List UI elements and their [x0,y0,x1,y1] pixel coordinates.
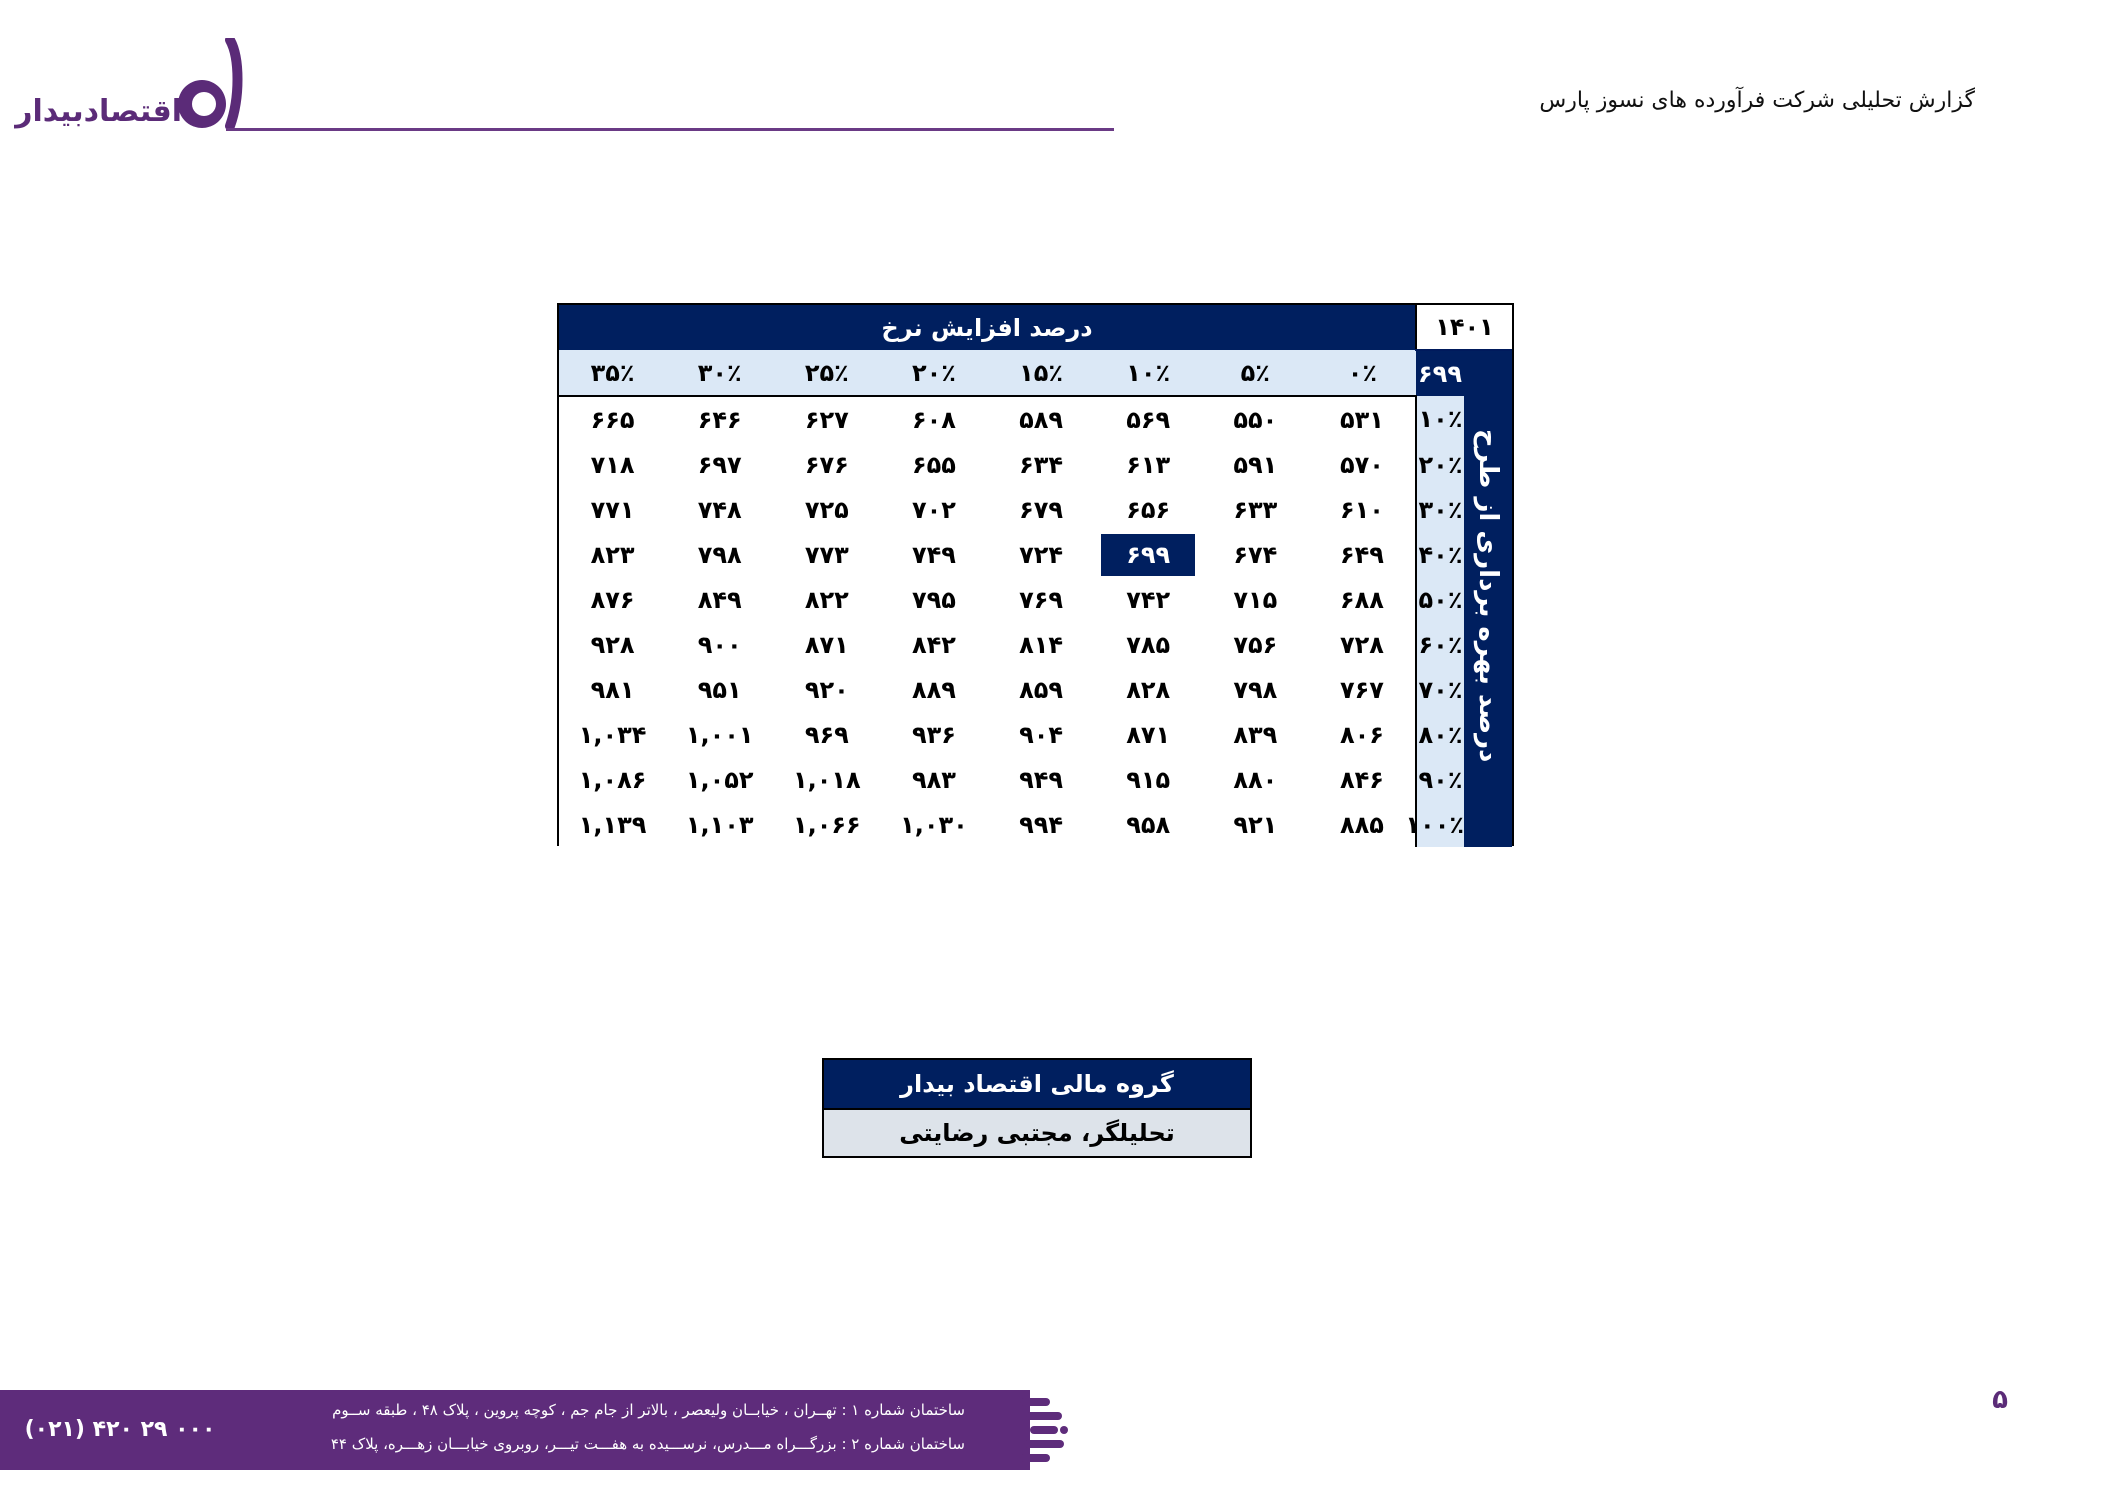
col-header: ۲۰٪ [880,350,987,396]
table-cell: ۶۳۴ [988,442,1095,487]
table-cell: ۱,۰۳۴ [559,712,666,757]
table-cell: ۶۴۶ [666,396,773,442]
table-cell: ۹۶۹ [773,712,880,757]
table-cell: ۹۰۰ [666,622,773,667]
row-header: ۷۰٪ [1416,667,1464,712]
table-cell: ۷۲۴ [988,532,1095,577]
table-cell: ۱,۱۰۳ [666,802,773,847]
row-header: ۵۰٪ [1416,577,1464,622]
table-cell: ۹۵۱ [666,667,773,712]
table-row [559,487,1512,532]
table-cell: ۶۰۸ [880,396,987,442]
analyst-name: تحلیلگر، مجتبی رضایتی [824,1110,1250,1156]
table-cell: ۶۵۶ [1095,487,1202,532]
table-cell: ۶۵۵ [880,442,987,487]
table-cell: ۷۴۹ [880,532,987,577]
row-header: ۱۰۰٪ [1416,802,1464,847]
table-cell: ۸۷۱ [1095,712,1202,757]
table-cell: ۸۱۴ [988,622,1095,667]
table-cell: ۸۲۲ [773,577,880,622]
table-cell: ۸۷۶ [559,577,666,622]
col-header: ۱۰٪ [1095,350,1202,396]
table-cell: ۹۳۶ [880,712,987,757]
table-cell: ۸۳۹ [1202,712,1309,757]
table-cell: ۵۵۰ [1202,396,1309,442]
row-header: ۸۰٪ [1416,712,1464,757]
table-cell: ۷۱۵ [1202,577,1309,622]
table-cell: ۷۲۵ [773,487,880,532]
table-cell: ۸۴۹ [666,577,773,622]
table-cell: ۸۸۵ [1309,802,1416,847]
logo-text: اقتصادبیدار [15,94,182,129]
table-cell: ۸۲۳ [559,532,666,577]
table-cell: ۹۸۱ [559,667,666,712]
table-row [559,712,1512,757]
table-row [559,532,1512,577]
table-cell: ۹۵۸ [1095,802,1202,847]
table-cell: ۱,۰۵۲ [666,757,773,802]
table-year: ۱۴۰۱ [1416,305,1512,350]
table-cell: ۶۶۵ [559,396,666,442]
table-cell: ۷۴۸ [666,487,773,532]
row-header: ۹۰٪ [1416,757,1464,802]
table-row [559,622,1512,667]
table-cell: ۷۶۷ [1309,667,1416,712]
sensitivity-table [557,303,1514,846]
table-cell: ۱,۰۳۰ [880,802,987,847]
table-cell: ۷۷۳ [773,532,880,577]
footer-phone: (۰۲۱) ۴۲۰ ۲۹ ۰۰۰ [24,1417,216,1442]
analyst-box [822,1058,1252,1158]
table-cell: ۹۲۱ [1202,802,1309,847]
row-header: ۶۰٪ [1416,622,1464,667]
table-cell: ۶۳۳ [1202,487,1309,532]
col-header: ۳۰٪ [666,350,773,396]
table-cell: ۷۷۱ [559,487,666,532]
table-cell: ۱,۰۸۶ [559,757,666,802]
table-cell: ۹۰۴ [988,712,1095,757]
table-cell: ۸۴۶ [1309,757,1416,802]
table-cell: ۹۲۸ [559,622,666,667]
table-cell: ۶۱۳ [1095,442,1202,487]
table-cell: ۷۸۵ [1095,622,1202,667]
table-cell: ۷۶۹ [988,577,1095,622]
table-cell: ۷۰۲ [880,487,987,532]
table-cell: ۶۷۴ [1202,532,1309,577]
table-cell: ۷۱۸ [559,442,666,487]
table-cell: ۸۵۹ [988,667,1095,712]
row-group-title: درصد بهره برداری از طرح [1473,429,1503,763]
header-divider [226,128,1114,131]
col-group-title: درصد افزایش نرخ [559,305,1416,350]
table-row [559,757,1512,802]
table-cell: ۵۶۹ [1095,396,1202,442]
table-cell: ۵۸۹ [988,396,1095,442]
table-cell: ۸۴۲ [880,622,987,667]
row-header: ۴۰٪ [1416,532,1464,577]
table-cell: ۷۲۸ [1309,622,1416,667]
analyst-group: گروه مالی اقتصاد بیدار [824,1060,1250,1110]
table-cell: ۱,۰۶۶ [773,802,880,847]
table-cell: ۹۸۳ [880,757,987,802]
table-cell: ۸۸۹ [880,667,987,712]
footer-address-2: ساختمان شماره ۲ : بزرگـــراه مـــدرس، نرســـیده به هفـــت تیـــر، روبروی خیابـــان زهـــره، پلاک ۴۴ [330,1435,965,1453]
table-cell: ۹۲۰ [773,667,880,712]
table-row [559,667,1512,712]
table-cell: ۷۹۸ [1202,667,1309,712]
row-header: ۳۰٪ [1416,487,1464,532]
base-value: ۶۹۹ [1416,350,1464,396]
table-cell: ۶۷۹ [988,487,1095,532]
table-cell: ۸۸۰ [1202,757,1309,802]
col-header: ۲۵٪ [773,350,880,396]
report-title: گزارش تحلیلی شرکت فرآورده های نسوز پارس [1539,88,1975,113]
table-row [559,577,1512,622]
table-cell: ۸۰۶ [1309,712,1416,757]
table-cell: ۸۲۸ [1095,667,1202,712]
table-cell: ۱,۱۳۹ [559,802,666,847]
table-cell: ۶۱۰ [1309,487,1416,532]
table-cell: ۷۹۵ [880,577,987,622]
table-cell: ۸۷۱ [773,622,880,667]
table-cell: ۱,۰۰۱ [666,712,773,757]
table-cell: ۱,۰۱۸ [773,757,880,802]
footer-wave-icon [1000,1390,1070,1470]
col-header: ۱۵٪ [988,350,1095,396]
table-cell: ۵۹۱ [1202,442,1309,487]
table-cell: ۷۵۶ [1202,622,1309,667]
table-cell: ۹۴۹ [988,757,1095,802]
row-group-title-cell [1464,350,1512,847]
table-cell: ۹۹۴ [988,802,1095,847]
table-cell: ۶۷۶ [773,442,880,487]
table-cell: ۹۱۵ [1095,757,1202,802]
col-header: ۳۵٪ [559,350,666,396]
row-header: ۱۰٪ [1416,396,1464,442]
table-cell: ۶۹۷ [666,442,773,487]
table-cell: ۵۷۰ [1309,442,1416,487]
table-cell: ۶۸۸ [1309,577,1416,622]
footer-address-1: ساختمان شماره ۱ : تهــران ، خیابــان ولیعصر ، بالاتر از جام جم ، کوچه پروین ، پلاک ۴۸ ، طبقه ســوم [332,1401,965,1419]
table-row [559,396,1512,442]
table-cell: ۷۴۲ [1095,577,1202,622]
table-row [559,442,1512,487]
page-number: ۵ [1992,1385,2008,1415]
col-header: ۵٪ [1202,350,1309,396]
highlighted-cell [1095,532,1202,577]
row-header: ۲۰٪ [1416,442,1464,487]
table-cell: ۷۹۸ [666,532,773,577]
table-cell: ۶۲۷ [773,396,880,442]
table-cell: ۵۳۱ [1309,396,1416,442]
col-header: ۰٪ [1309,350,1416,396]
table-cell: ۶۴۹ [1309,532,1416,577]
table-row [559,802,1512,847]
column-header-row [559,350,1512,396]
highlighted-value: ۶۹۹ [1101,534,1195,576]
